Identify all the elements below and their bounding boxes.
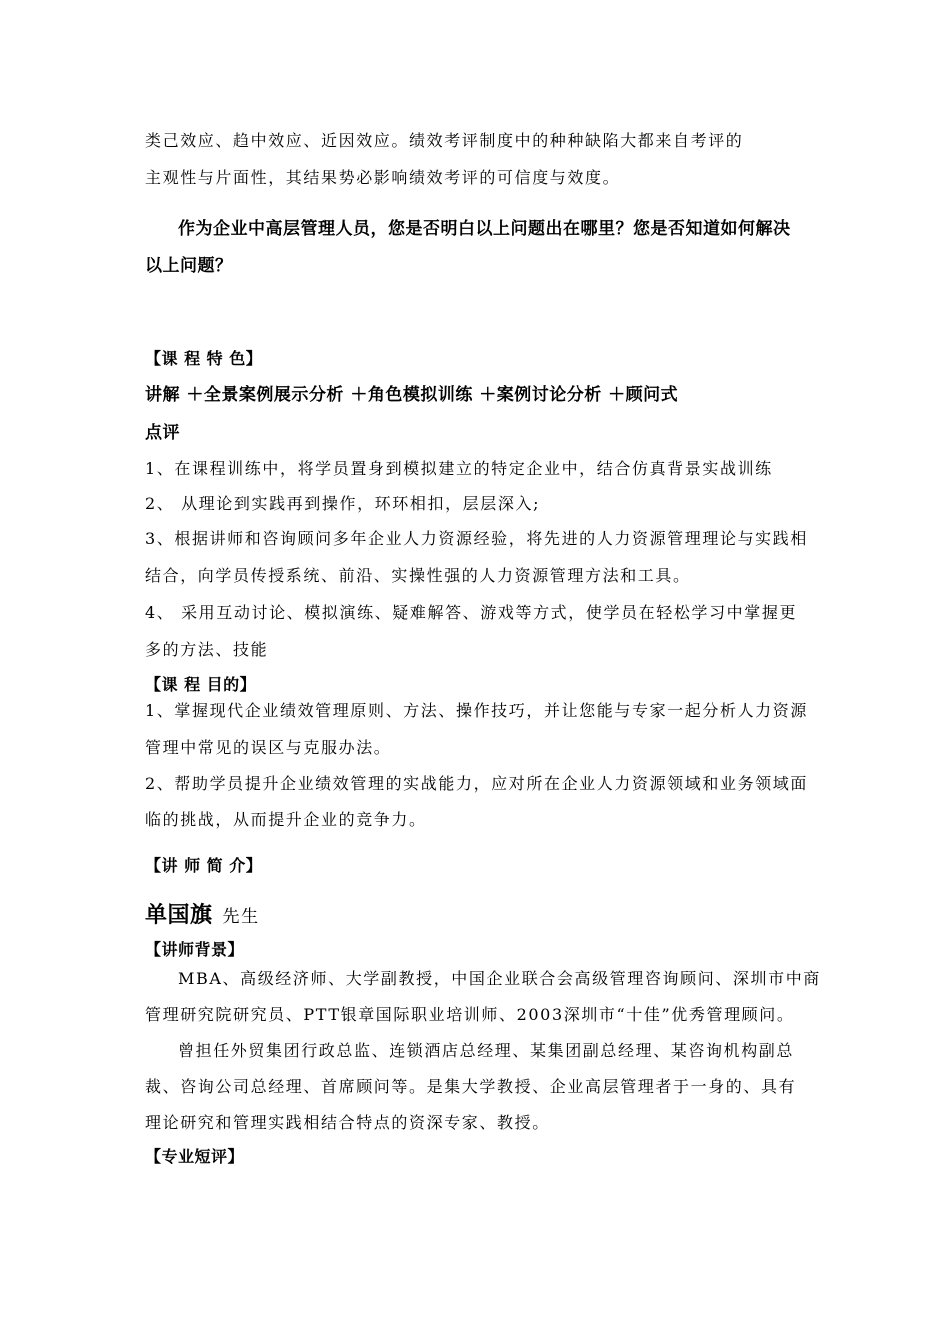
features-item: 4、 采用互动讨论、模拟演练、疑难解答、游戏等方式，使学员在轻松学习中掌握更	[145, 603, 798, 622]
features-item: 多的方法、技能	[145, 640, 269, 659]
features-item: 1、在课程训练中，将学员置身到模拟建立的特定企业中，结合仿真背景实战训练	[145, 459, 773, 478]
background-text-line: 裁、咨询公司总经理、首席顾问等。是集大学教授、企业高层管理者于一身的、具有	[145, 1077, 797, 1096]
section-heading-objectives: 【课 程 目的】	[145, 675, 257, 694]
background-text-line: 管理研究院研究员、PTT银章国际职业培训师、2003深圳市“十佳”优秀管理顾问。	[145, 1005, 795, 1024]
intro-text-line: 主观性与片面性，其结果势必影响绩效考评的可信度与效度。	[145, 168, 621, 187]
intro-text-line: 类己效应、趋中效应、近因效应。绩效考评制度中的种种缺陷大都来自考评的	[145, 131, 744, 150]
instructor-name-row	[145, 898, 260, 929]
question-text-line: 以上问题？	[145, 256, 233, 276]
background-text-line: 理论研究和管理实践相结合特点的资深专家、教授。	[145, 1113, 550, 1132]
section-heading-review: 【专业短评】	[145, 1147, 245, 1166]
objectives-item: 临的挑战，从而提升企业的竞争力。	[145, 810, 427, 829]
background-text-line: 曾担任外贸集团行政总监、连锁酒店总经理、某集团副总经理、某咨询机构副总	[178, 1041, 795, 1060]
features-item: 3、根据讲师和咨询顾问多年企业人力资源经验，将先进的人力资源管理理论与实践相	[145, 529, 808, 548]
section-heading-background: 【讲师背景】	[145, 940, 245, 959]
features-item: 结合，向学员传授系统、前沿、实操性强的人力资源管理方法和工具。	[145, 566, 691, 585]
background-text-line: MBA、高级经济师、大学副教授，中国企业联合会高级管理咨询顾问、深圳市中商	[178, 969, 821, 988]
instructor-title: 先生	[222, 907, 260, 927]
question-text-line: 作为企业中高层管理人员，您是否明白以上问题出在哪里？您是否知道如何解决	[178, 219, 791, 239]
objectives-item: 管理中常见的误区与克服办法。	[145, 738, 392, 757]
objectives-item: 2、帮助学员提升企业绩效管理的实战能力，应对所在企业人力资源领域和业务领域面	[145, 774, 808, 793]
features-item: 2、 从理论到实践再到操作，环环相扣，层层深入;	[145, 494, 541, 513]
instructor-name: 单国旗	[145, 903, 213, 928]
features-summary-line: 点评	[145, 423, 180, 443]
section-heading-instructor: 【讲 师 简 介】	[145, 856, 263, 875]
objectives-item: 1、掌握现代企业绩效管理原则、方法、操作技巧，并让您能与专家一起分析人力资源	[145, 701, 808, 720]
features-summary-line: 讲解 ＋全景案例展示分析 ＋角色模拟训练 ＋案例讨论分析 ＋顾问式	[145, 385, 679, 405]
section-heading-features: 【课 程 特 色】	[145, 349, 263, 368]
